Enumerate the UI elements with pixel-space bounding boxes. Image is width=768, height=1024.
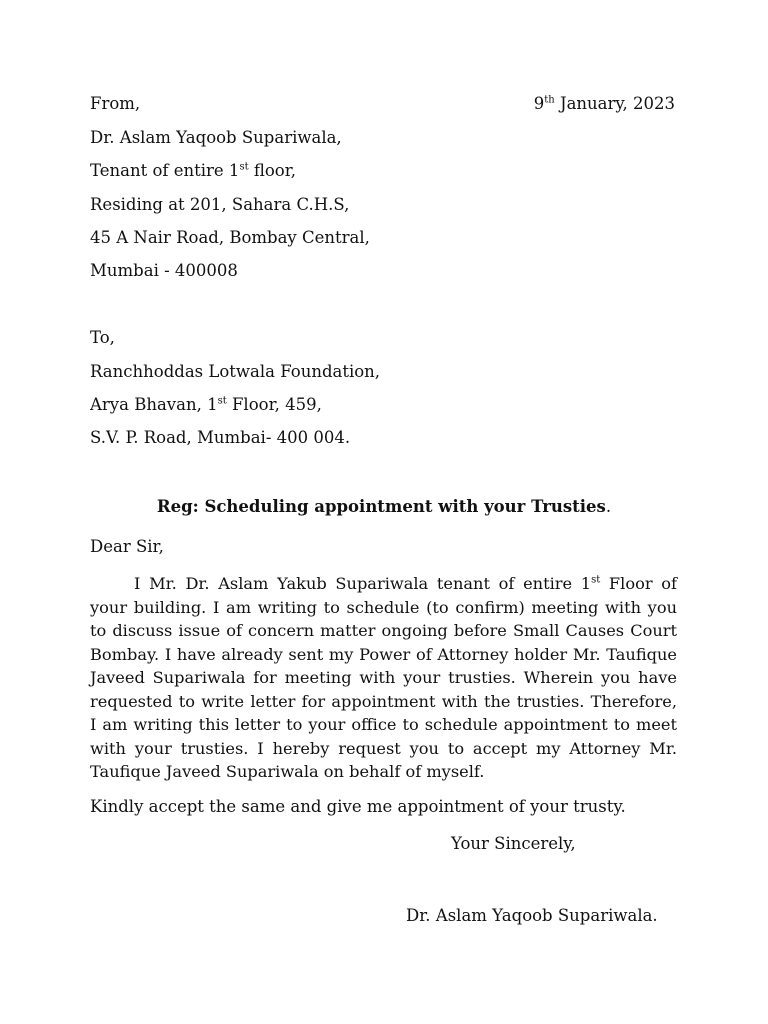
from-tenant-suffix: floor, xyxy=(248,161,297,180)
signature-name: Dr. Aslam Yaqoob Supariwala. xyxy=(406,906,658,925)
body-sup: st xyxy=(591,574,601,586)
to-name: Ranchhoddas Lotwala Foundation, xyxy=(90,362,381,381)
from-tenant-sup: st xyxy=(239,161,249,173)
closing: Your Sincerely, xyxy=(451,834,576,853)
from-address-2: 45 A Nair Road, Bombay Central, xyxy=(90,228,370,247)
from-name: Dr. Aslam Yaqoob Supariwala, xyxy=(90,128,342,147)
date-day: 9 xyxy=(533,94,545,113)
subject-line xyxy=(0,497,768,517)
from-label: From, xyxy=(90,94,141,113)
to-address-1-prefix: Arya Bhavan, 1 xyxy=(90,395,218,414)
request-line: Kindly accept the same and give me appointment of your trusty. xyxy=(90,797,626,816)
date-rest: January, 2023 xyxy=(554,94,675,113)
date-suffix: th xyxy=(544,94,555,106)
to-address-1-suffix: Floor, 459, xyxy=(226,395,322,414)
from-tenant-prefix: Tenant of entire 1 xyxy=(90,161,240,180)
subject-period: . xyxy=(605,497,612,516)
letter-date xyxy=(534,94,675,114)
to-address-1 xyxy=(90,395,322,415)
from-tenant xyxy=(90,161,296,181)
to-label: To, xyxy=(90,328,115,347)
body-paragraph xyxy=(90,572,677,784)
from-address-1: Residing at 201, Sahara C.H.S, xyxy=(90,195,350,214)
salutation: Dear Sir, xyxy=(90,537,164,556)
to-address-2: S.V. P. Road, Mumbai- 400 004. xyxy=(90,428,351,447)
from-address-3: Mumbai - 400008 xyxy=(90,261,238,280)
to-address-1-sup: st xyxy=(217,395,227,407)
body-part-1: I Mr. Dr. Aslam Yakub Supariwala tenant of entire 1 xyxy=(134,574,592,593)
body-part-2: Floor of your building. I am writing to schedule (to confirm) meeting with you to discuss issue of concern matter ongoing before Small Causes Court Bombay. I have already sent my Power of Attorney holder Mr. Taufique Javeed Supariwala for meeting with your trusties. Wherein you have requested to write letter for appointment with the trusties. Therefore, I am writing this letter to your office to schedule appointment to meet with your trusties. I hereby request you to accept my Attorney Mr. Taufique Javeed Supariwala on behalf of myself. xyxy=(90,574,677,781)
subject-text: Reg: Scheduling appointment with your Trusties xyxy=(156,497,606,516)
